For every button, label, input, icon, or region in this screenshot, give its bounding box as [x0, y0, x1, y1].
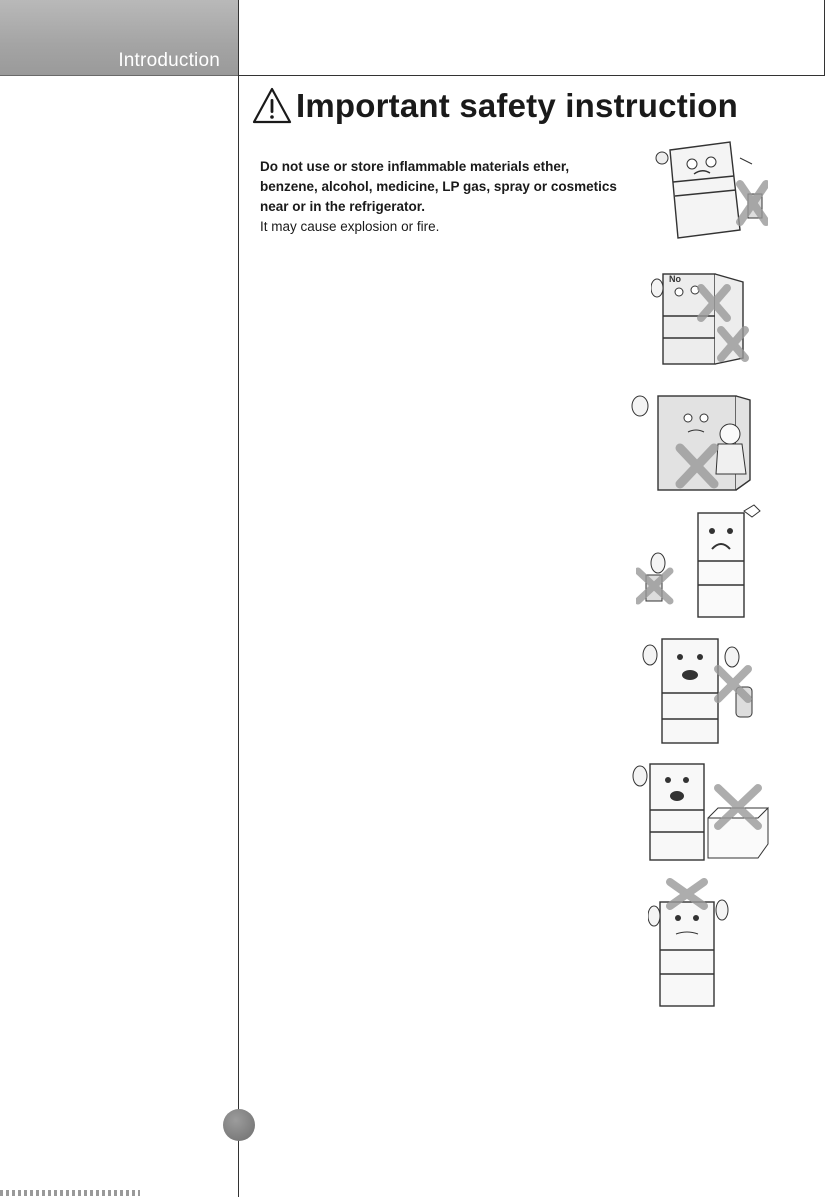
title-text: Important safety instruction — [296, 87, 738, 124]
instruction-note: It may cause explosion or fire. — [260, 219, 440, 234]
instruction-text: Do not use or store inflammable materials ether, benzene, alcohol, medicine, LP gas, spray or cosmetics near or in the refrigerator. — [260, 159, 617, 214]
refrigerator-child-illustration — [630, 388, 758, 494]
refrigerator-top-object-illustration — [648, 876, 732, 1010]
instruction-block — [260, 157, 620, 237]
section-label: Introduction — [118, 50, 220, 71]
warning-icon — [252, 86, 292, 126]
page-title — [252, 86, 738, 126]
header-divider — [238, 75, 825, 76]
print-mark — [0, 1190, 140, 1196]
section-tab — [0, 0, 238, 75]
tab-divider — [0, 75, 239, 76]
refrigerator-no-hand-illustration — [651, 258, 751, 370]
refrigerator-inflammable-spray-illustration — [648, 138, 768, 244]
page-number-marker — [223, 1109, 255, 1141]
vertical-divider — [238, 0, 239, 1197]
svg-text:No: No — [669, 274, 681, 284]
refrigerator-spray-illustration — [636, 503, 762, 621]
refrigerator-aerosol-illustration — [640, 635, 762, 747]
refrigerator-heater-illustration — [628, 758, 776, 862]
header-right-border — [824, 0, 825, 76]
